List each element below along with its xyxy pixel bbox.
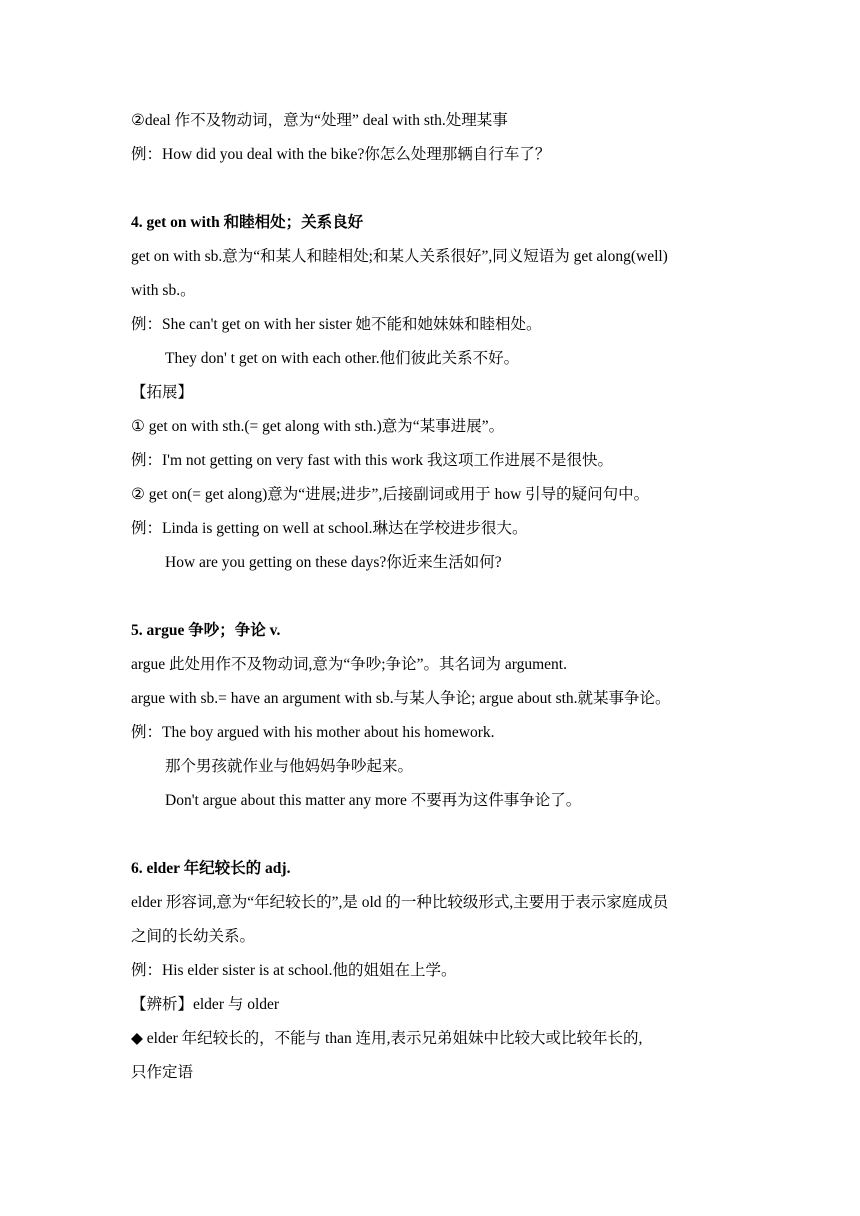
section-5-heading: 5. argue 争吵；争论 v. (131, 622, 281, 639)
elder-bullet-point-cont: 只作定语 (131, 1064, 194, 1081)
discrimination-label: 【辨析】elder 与 older (131, 996, 280, 1013)
expansion-example-2: 例：Linda is getting on well at school.琳达在学校进步很大。 (131, 520, 528, 537)
expansion-label: 【拓展】 (131, 384, 194, 401)
get-on-with-explanation: get on with sb.意为“和某人和睦相处;和某人关系很好”,同义短语为 get along(well) (131, 248, 668, 265)
get-on-with-explanation-cont: with sb.。 (131, 282, 196, 299)
section-4-heading: 4. get on with 和睦相处；关系良好 (131, 214, 364, 231)
expansion-point-1: ① get on with sth.(= get along with sth.)意为“某事进展”。 (131, 418, 505, 435)
section-6-heading: 6. elder 年纪较长的 adj. (131, 860, 291, 877)
deal-example-line: 例：How did you deal with the bike?你怎么处理那辆自行车了？ (131, 146, 551, 163)
expansion-point-2: ② get on(= get along)意为“进展;进步”,后接副词或用于 how 引导的疑问句中。 (131, 486, 650, 503)
get-on-with-example-2: They don' t get on with each other.他们彼此关系不好。 (165, 350, 520, 367)
expansion-example-3: How are you getting on these days?你近来生活如何? (165, 554, 502, 571)
argue-example-1-translation: 那个男孩就作业与他妈妈争吵起来。 (165, 758, 414, 775)
argue-example-2: Don't argue about this matter any more 不要再为这件事争论了。 (165, 792, 582, 809)
argue-phrases: argue with sb.= have an argument with sb.与某人争论; argue about sth.就某事争论。 (131, 690, 671, 707)
argue-example-1: 例：The boy argued with his mother about his homework. (131, 724, 495, 741)
expansion-example-1: 例：I'm not getting on very fast with this work 我这项工作进展不是很快。 (131, 452, 613, 469)
get-on-with-example-1: 例：She can't get on with her sister 她不能和她妹妹和睦相处。 (131, 316, 542, 333)
elder-bullet-point: ◆ elder 年纪较长的，不能与 than 连用,表示兄弟姐妹中比较大或比较年长的, (131, 1030, 643, 1047)
elder-explanation: elder 形容词,意为“年纪较长的”,是 old 的一种比较级形式,主要用于表示家庭成员 (131, 894, 669, 911)
deal-meaning-line: ②deal 作不及物动词，意为“处理” deal with sth.处理某事 (131, 112, 508, 129)
argue-explanation: argue 此处用作不及物动词,意为“争吵;争论”。其名词为 argument. (131, 656, 567, 673)
elder-example: 例：His elder sister is at school.他的姐姐在上学。 (131, 962, 457, 979)
elder-explanation-cont: 之间的长幼关系。 (131, 928, 256, 945)
